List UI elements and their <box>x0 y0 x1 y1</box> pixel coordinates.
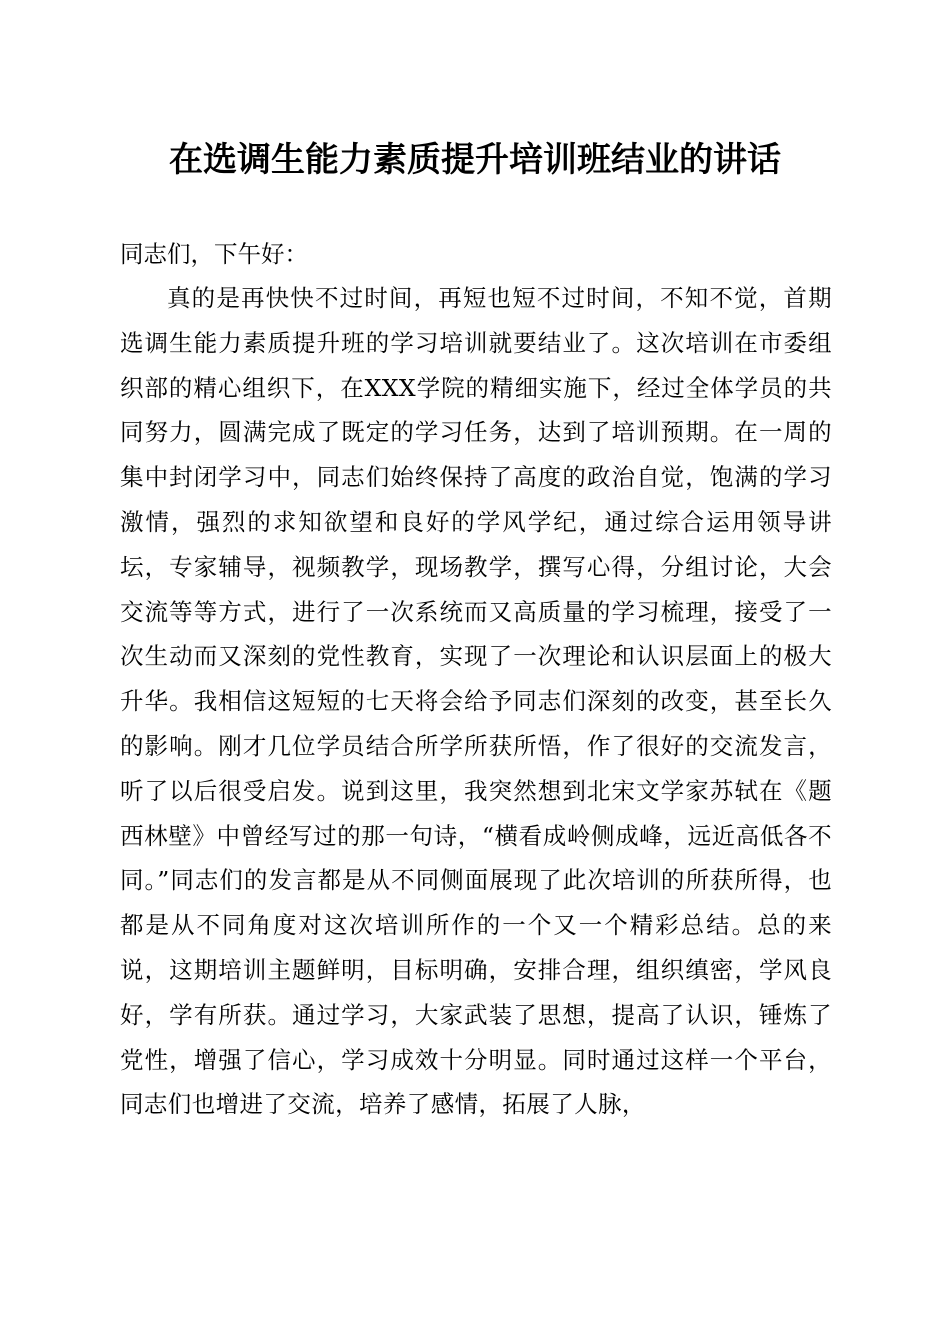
document-title: 在选调生能力素质提升培训班结业的讲话 <box>169 140 781 180</box>
greeting-line: 同志们，下午好： <box>120 240 308 268</box>
body-paragraph: 真的是再快快不过时间，再短也短不过时间，不知不觉，首期选调生能力素质提升班的学习培训就要结业了。这次培训在市委组织部的精心组织下，在XXX学院的精细实施下，经过全体学员的共同努力，圆满完成了既定的学习任务，达到了培训预期。在一周的集中封闭学习中，同志们始终保持了高度的政治自觉，饱满的学习激情，强烈的求知欲望和良好的学风学纪，通过综合运用领导讲坛，专家辅导，视频教学，现场教学，撰写心得，分组讨论，大会交流等等方式，进行了一次系统而又高质量的学习梳理，接受了一次生动而又深刻的党性教育，实现了一次理论和认识层面上的极大升华。我相信这短短的七天将会给予同志们深刻的改变，甚至长久的影响。刚才几位学员结合所学所获所悟，作了很好的交流发言，听了以后很受启发。说到这里，我突然想到北宋文学家苏轼在《题西林壁》中曾经写过的那一句诗，“横看成岭侧成峰，远近高低各不同。”同志们的发言都是从不同侧面展现了此次培训的所获所得，也都是从不同角度对这次培训所作的一个又一个精彩总结。总的来说，这期培训主题鲜明，目标明确，安排合理，组织缜密，学风良好，学有所获。通过学习，大家武装了思想，提高了认识，锤炼了党性，增强了信心，学习成效十分明显。同时通过这样一个平台，同志们也增进了交流，培养了感情，拓展了人脉， <box>120 284 832 1119</box>
